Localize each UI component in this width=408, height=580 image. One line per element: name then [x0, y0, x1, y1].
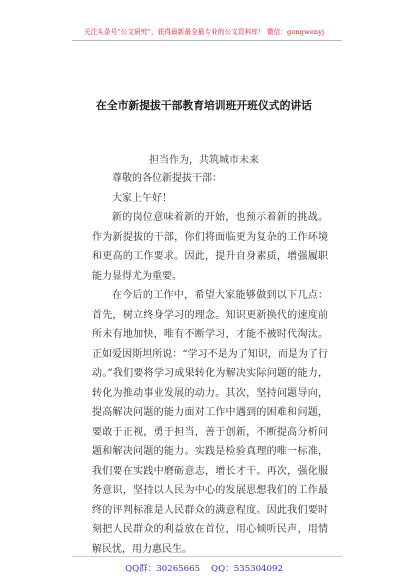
- header-divider: [72, 40, 342, 41]
- body-paragraph: 新的岗位意味着新的开始，也预示着新的挑战。作为新提拔的干部，你们将面临更为复杂的工作环境和更高的工作要求。因此，提升自身素质，增强履职能力显得尤为重要。: [92, 212, 328, 282]
- body-paragraph: 在今后的工作中，希望大家能够做到以下几点：首先，树立终身学习的理念。知识更新换代的速度前所未有地加快，唯有不断学习，才能不被时代淘汰。正如爱因斯坦所说：“学习不是为了知识，而是为了行动。”我们要将学习成果转化为解决实际问题的能力，转化为推动事业发展的动力。其次，坚持问题导向，提高解决问题的能力面对工作中遇到的困难和问题，要敢于正视，勇于担当，善于创新，不断提高分析问题和解决问题的能力。实践是检验真理的唯一标准，我们要在实践中磨砺意志，增长才干。再次，强化服务意识，坚持以人民为中心的发展思想我们的工作最终的评判标准是人民群众的满意程度。因此我们要时刻把人民群众的利益放在首位，用心倾听民声，用情解民忧，用力惠民生。: [92, 290, 328, 555]
- document-title: 在全市新提拔干部教育培训班开班仪式的讲话: [96, 99, 312, 112]
- document-subtitle: 担当作为，共筑城市未来: [149, 155, 259, 166]
- greeting: 大家上午好！: [112, 192, 172, 204]
- footer-qq: QQ：535304092: [211, 564, 283, 574]
- document-body: [92, 169, 328, 559]
- footer-contact: [0, 562, 408, 574]
- salutation: 尊敬的各位新提拔干部：: [112, 173, 222, 184]
- footer-qq-group: QQ群：30265665: [125, 564, 201, 574]
- footer-divider: [72, 556, 342, 557]
- header-promo-text: 关注头条号“公文研究”，获得最新最全最专业的公文资料库！ 微信：gongwenyj: [83, 28, 325, 36]
